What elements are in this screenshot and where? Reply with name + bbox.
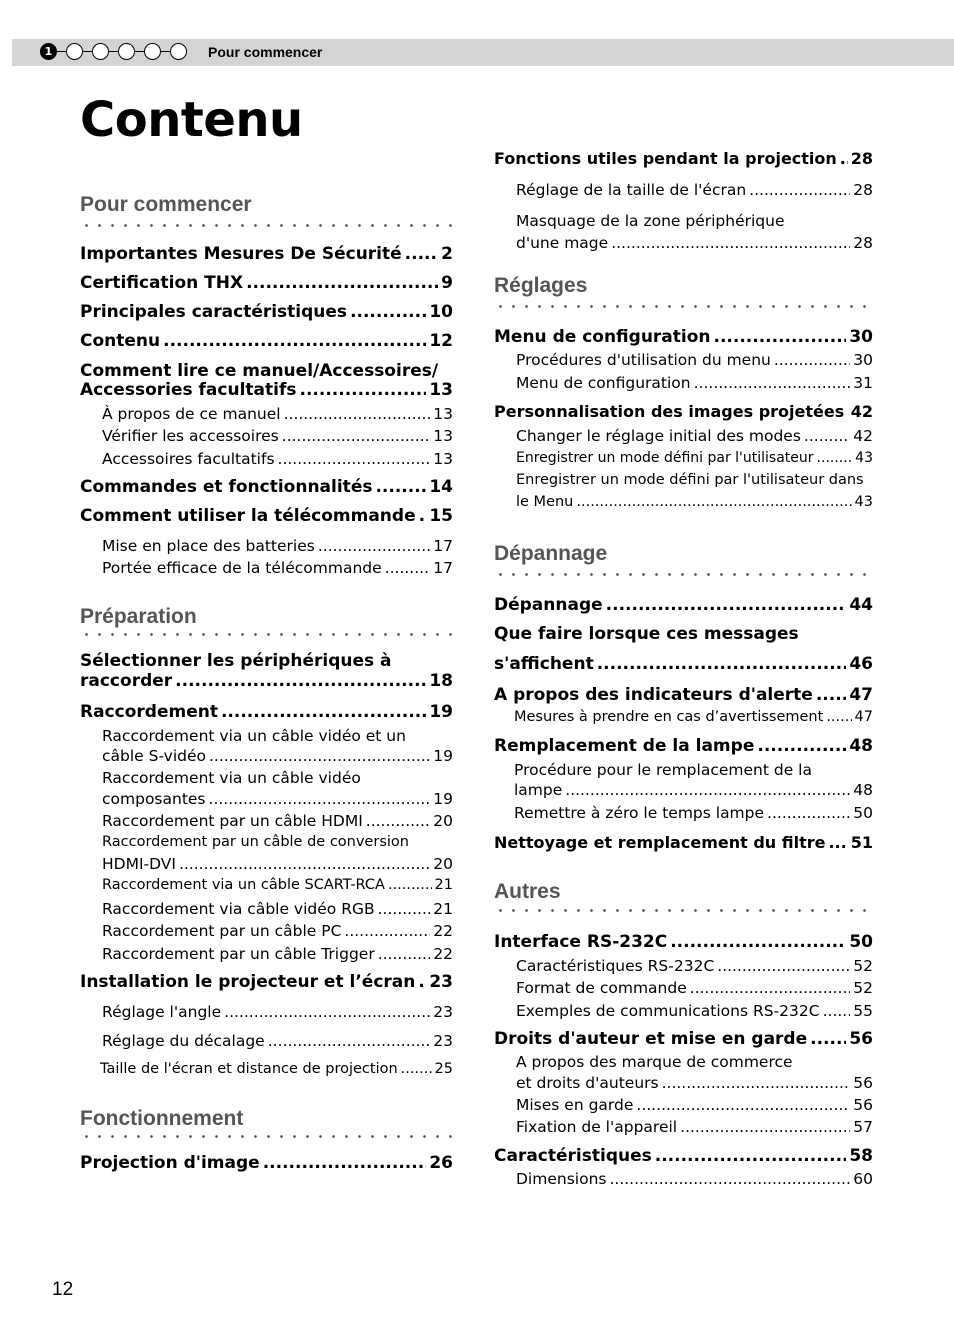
toc-entry[interactable]: A propos des indicateurs d'alerte ..... 47 <box>494 685 873 705</box>
section-divider <box>494 573 873 576</box>
toc-subentry[interactable]: Mises en garde ..... 56 <box>494 1096 873 1114</box>
toc-subentry[interactable]: Raccordement par un câble HDMI ..... 20 <box>80 812 453 830</box>
toc-subentry[interactable]: Accessoires facultatifs ..... 13 <box>80 450 453 468</box>
toc-subentry-line: Raccordement via un câble vidéo et un <box>102 727 406 745</box>
chapter-marker-1: 1 <box>40 43 57 60</box>
toc-subentry-line: Enregistrer un mode défini par l'utilisateur dans <box>516 472 864 488</box>
toc-subentry[interactable]: et droits d'auteurs ..... 56 <box>494 1074 873 1092</box>
toc-subentry[interactable]: Procédures d'utilisation du menu ..... 30 <box>494 351 873 369</box>
toc-subentry[interactable]: Mise en place des batteries ..... 17 <box>80 537 453 555</box>
toc-subentry-line: Raccordement via un câble vidéo <box>102 769 361 787</box>
toc-subentry[interactable]: le Menu ..... 43 <box>494 494 873 510</box>
toc-entry[interactable]: Interface RS-232C ..... 50 <box>494 932 873 952</box>
toc-subentry[interactable]: lampe ..... 48 <box>494 781 873 799</box>
section-divider <box>80 224 453 227</box>
toc-subentry[interactable]: Caractéristiques RS-232C ..... 52 <box>494 957 873 975</box>
section-title-pour-commencer: Pour commencer <box>80 193 252 216</box>
toc-subentry[interactable]: d'une mage ..... 28 <box>494 234 873 252</box>
chapter-marker-5 <box>144 43 161 60</box>
toc-entry[interactable]: Nettoyage et remplacement du filtre ..... 51 <box>494 833 873 852</box>
toc-entry[interactable]: Caractéristiques ..... 58 <box>494 1146 873 1166</box>
toc-subentry[interactable]: Réglage l'angle ..... 23 <box>80 1003 453 1021</box>
toc-entry[interactable]: Dépannage ..... 44 <box>494 595 873 615</box>
chapter-progress <box>40 43 187 60</box>
chapter-marker-3 <box>92 43 109 60</box>
toc-subentry[interactable]: Raccordement par un câble PC ..... 22 <box>80 922 453 940</box>
toc-subentry[interactable]: Vérifier les accessoires ..... 13 <box>80 427 453 445</box>
section-title-reglages: Réglages <box>494 274 588 297</box>
chapter-marker-2 <box>66 43 83 60</box>
toc-subentry[interactable]: composantes ..... 19 <box>80 790 453 808</box>
toc-subentry[interactable]: Enregistrer un mode défini par l'utilisateur ..... 43 <box>494 450 873 466</box>
section-divider <box>494 909 873 912</box>
section-title-preparation: Préparation <box>80 605 197 628</box>
page-number: 12 <box>52 1279 74 1300</box>
toc-entry[interactable]: Accessories facultatifs ..... 13 <box>80 380 453 400</box>
toc-subentry[interactable]: Remettre à zéro le temps lampe ..... 50 <box>494 804 873 822</box>
toc-subentry[interactable]: HDMI-DVI ..... 20 <box>80 855 453 873</box>
section-title-depannage: Dépannage <box>494 542 608 565</box>
section-title-fonctionnement: Fonctionnement <box>80 1107 244 1130</box>
toc-entry-line: Sélectionner les périphériques à <box>80 651 392 671</box>
toc-entry[interactable]: Importantes Mesures De Sécurité ..... 2 <box>80 244 453 264</box>
toc-subentry[interactable]: Changer le réglage initial des modes ..... 42 <box>494 427 873 445</box>
toc-subentry[interactable]: Raccordement via un câble SCART-RCA ..... 21 <box>80 877 453 893</box>
toc-subentry[interactable]: Taille de l'écran et distance de projection ..... 25 <box>80 1061 453 1077</box>
toc-subentry[interactable]: Dimensions ..... 60 <box>494 1170 873 1188</box>
toc-entry[interactable]: raccorder ..... 18 <box>80 671 453 691</box>
toc-subentry-line: Masquage de la zone périphérique <box>516 212 785 230</box>
toc-subentry[interactable]: câble S-vidéo ..... 19 <box>80 747 453 765</box>
toc-subentry-line: Raccordement par un câble de conversion <box>102 834 409 850</box>
toc-subentry[interactable]: Réglage de la taille de l'écran ..... 28 <box>494 181 873 199</box>
toc-entry[interactable]: Certification THX ..... 9 <box>80 273 453 293</box>
section-divider <box>80 1135 453 1138</box>
toc-subentry[interactable]: Raccordement par un câble Trigger ..... 22 <box>80 945 453 963</box>
chapter-marker-6 <box>170 43 187 60</box>
toc-entry[interactable]: Installation le projecteur et l’écran ..... 23 <box>80 972 453 992</box>
toc-subentry[interactable]: Raccordement via câble vidéo RGB ..... 21 <box>80 900 453 918</box>
toc-subentry[interactable]: Réglage du décalage ..... 23 <box>80 1032 453 1050</box>
header-section-name: Pour commencer <box>208 44 323 60</box>
toc-entry[interactable]: Commandes et fonctionnalités ..... 14 <box>80 477 453 497</box>
toc-subentry[interactable]: Fixation de l'appareil ..... 57 <box>494 1118 873 1136</box>
toc-subentry[interactable]: À propos de ce manuel ..... 13 <box>80 405 453 423</box>
section-divider <box>494 305 873 308</box>
toc-subentry-line: A propos des marque de commerce <box>516 1053 793 1071</box>
toc-entry[interactable]: Menu de configuration ..... 30 <box>494 327 873 347</box>
chapter-marker-4 <box>118 43 135 60</box>
toc-entry[interactable]: Comment utiliser la télécommande ..... 15 <box>80 506 453 526</box>
toc-entry[interactable]: Personnalisation des images projetées ..... 42 <box>494 402 873 421</box>
toc-entry[interactable]: Principales caractéristiques ..... 10 <box>80 302 453 322</box>
toc-entry[interactable]: Fonctions utiles pendant la projection ..... 28 <box>494 149 873 168</box>
toc-entry-line: Que faire lorsque ces messages <box>494 624 799 644</box>
section-divider <box>80 633 453 636</box>
toc-subentry[interactable]: Portée efficace de la télécommande ..... 17 <box>80 559 453 577</box>
toc-entry[interactable]: Contenu ..... 12 <box>80 331 453 351</box>
toc-entry[interactable]: s'affichent ..... 46 <box>494 654 873 674</box>
toc-entry[interactable]: Projection d'image ..... 26 <box>80 1153 453 1173</box>
toc-subentry[interactable]: Menu de configuration ..... 31 <box>494 374 873 392</box>
page-title: Contenu <box>80 92 303 148</box>
section-title-autres: Autres <box>494 880 561 903</box>
toc-subentry-line: Procédure pour le remplacement de la <box>514 761 812 779</box>
toc-entry-line: Comment lire ce manuel/Accessoires/ <box>80 361 439 381</box>
header-bar <box>12 39 954 66</box>
toc-subentry[interactable]: Exemples de communications RS-232C ..... 55 <box>494 1002 873 1020</box>
toc-entry[interactable]: Remplacement de la lampe ..... 48 <box>494 736 873 756</box>
toc-entry[interactable]: Raccordement ..... 19 <box>80 702 453 722</box>
toc-subentry[interactable]: Format de commande ..... 52 <box>494 979 873 997</box>
toc-subentry[interactable]: Mesures à prendre en cas d’avertissement ..... 47 <box>494 709 873 725</box>
toc-entry[interactable]: Droits d'auteur et mise en garde ..... 56 <box>494 1029 873 1049</box>
